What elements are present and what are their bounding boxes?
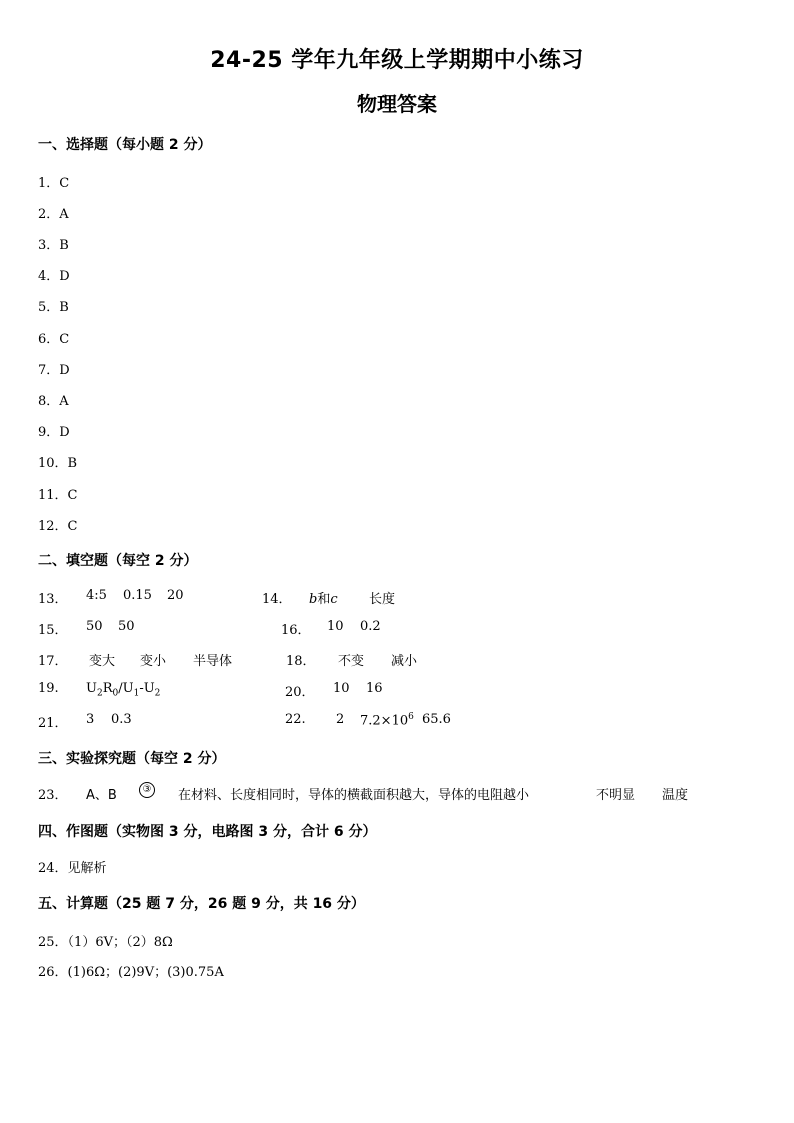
q16-number: 16． — [281, 623, 311, 638]
q13-number: 13． — [38, 592, 68, 607]
q21-answer-b: 0.3 — [111, 712, 132, 727]
q17-number: 17． — [38, 654, 68, 669]
q23-answer-d: 不明显 — [596, 788, 636, 803]
answer-4: 4．D — [38, 269, 70, 284]
section-heading-experiment: 三、实验探究题（每空 2 分） — [38, 751, 226, 767]
circled-three: ③ — [139, 782, 155, 798]
q21-answer-a: 3 — [86, 712, 95, 727]
q15-number: 15． — [38, 623, 68, 638]
q23-number: 23． — [38, 788, 68, 803]
q19-number: 19. — [38, 681, 59, 696]
q16-answer-b: 0.2 — [360, 619, 381, 634]
answer-1: 1．C — [38, 176, 70, 191]
q22-answer-c: 65.6 — [422, 712, 451, 727]
q14-and: 和 — [317, 592, 331, 607]
page-subtitle: 物理答案 — [357, 92, 437, 116]
answer-5: 5．B — [38, 300, 69, 315]
answer-25: 25．（1）6V；（2）8Ω — [38, 935, 173, 950]
q14-answer-b: 长度 — [369, 592, 396, 607]
q23-answer-c: 在材料、长度相同时，导体的横截面积越大，导体的电阻越小 — [178, 788, 530, 803]
answer-8: 8．A — [38, 394, 69, 409]
q22-answer-a: 2 — [336, 712, 345, 727]
answer-3: 3．B — [38, 238, 69, 253]
q15-answer-a: 50 — [86, 619, 103, 634]
q20-answer-a: 10 — [333, 681, 350, 696]
q23-answer-e: 温度 — [662, 788, 689, 803]
q13-answer-b: 0.15 — [123, 588, 152, 603]
section-heading-calculation: 五、计算题（25 题 7 分，26 题 9 分，共 16 分） — [38, 896, 365, 912]
answer-26: 26．(1)6Ω；(2)9V；(3)0.75A — [38, 965, 224, 980]
q22-answer-b: $7.2\times 10^6$ — [360, 712, 414, 729]
q17-answer-a: 变大 — [89, 654, 116, 669]
section-heading-fill: 二、填空题（每空 2 分） — [38, 553, 198, 569]
q18-answer-b: 减小 — [391, 654, 418, 669]
q18-answer-a: 不变 — [338, 654, 365, 669]
section-heading-drawing: 四、作图题（实物图 3 分，电路图 3 分，合计 6 分） — [38, 824, 377, 840]
q20-answer-b: 16 — [366, 681, 383, 696]
q13-answer-a: 4:5 — [86, 588, 107, 603]
page-title: 24-25 学年九年级上学期期中小练习 — [210, 48, 584, 73]
q15-answer-b: 50 — [118, 619, 135, 634]
q16-answer-a: 10 — [327, 619, 344, 634]
answer-7: 7．D — [38, 363, 70, 378]
q20-number: 20． — [285, 685, 315, 700]
q17-answer-b: 变小 — [140, 654, 167, 669]
q14-var-b: b — [309, 592, 318, 607]
q23-answer-a: A、B — [86, 788, 117, 803]
q14-answer-a — [309, 588, 338, 607]
q13-answer-c: 20 — [167, 588, 184, 603]
q19-answer: $U_2R_0/U_1-U_2$ — [86, 681, 161, 699]
q18-number: 18． — [286, 654, 316, 669]
answer-12: 12．C — [38, 519, 78, 534]
q14-number: 14． — [262, 592, 292, 607]
answer-10: 10．B — [38, 456, 78, 471]
answer-24: 24．见解析 — [38, 861, 107, 876]
q22-number: 22. — [285, 712, 306, 727]
answer-6: 6．C — [38, 332, 70, 347]
answer-2: 2．A — [38, 207, 69, 222]
q21-number: 21． — [38, 716, 68, 731]
q23-answer-b — [139, 782, 155, 798]
answer-11: 11．C — [38, 488, 78, 503]
q14-var-c: c — [330, 592, 338, 607]
section-heading-choice: 一、选择题（每小题 2 分） — [38, 137, 212, 153]
q17-answer-c: 半导体 — [193, 654, 233, 669]
answer-9: 9．D — [38, 425, 70, 440]
